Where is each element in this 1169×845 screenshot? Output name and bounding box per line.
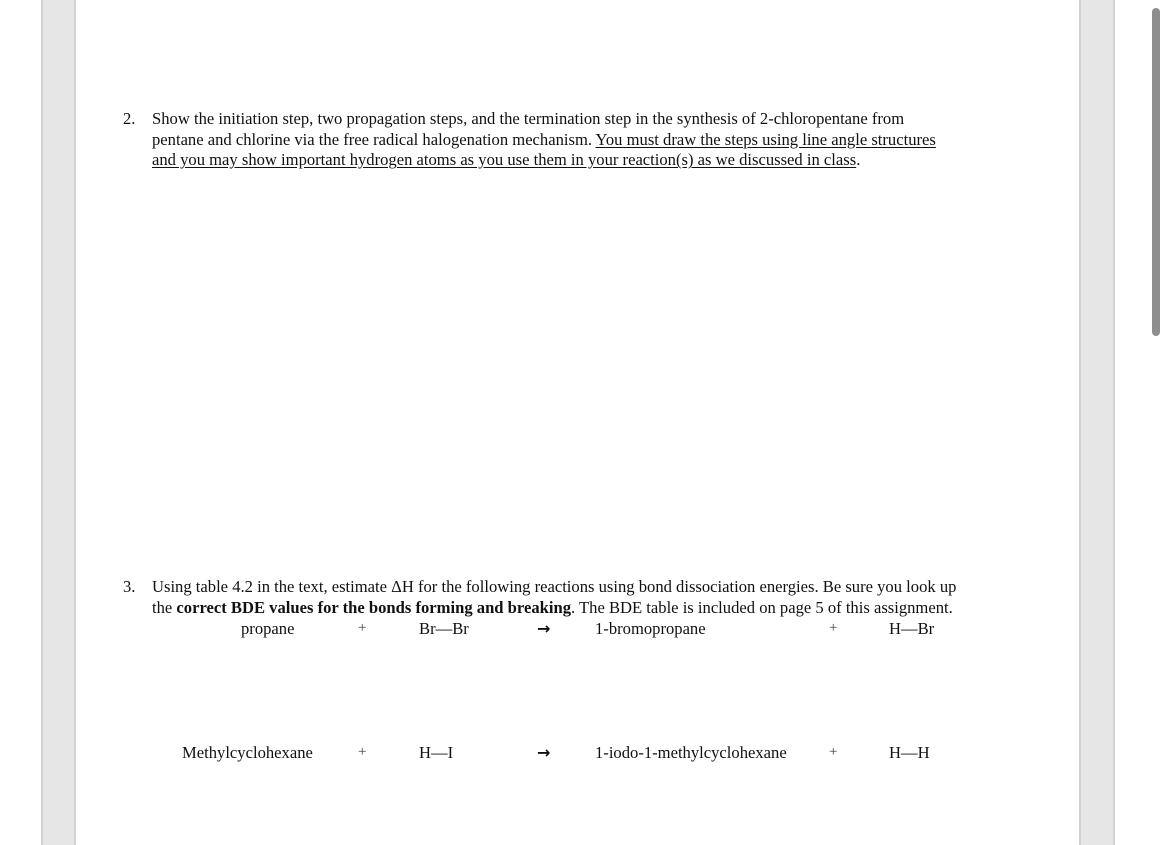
vertical-scrollbar-thumb[interactable] <box>1152 8 1160 336</box>
right-margin <box>1115 0 1169 845</box>
question-line <box>152 598 1043 619</box>
product-1: 1-bromopropane <box>595 619 706 638</box>
question-line <box>152 150 1023 171</box>
right-gutter <box>1079 0 1115 845</box>
product-2: H—H <box>889 743 930 762</box>
underlined-instruction: You must draw the steps using line angle structures <box>595 129 936 149</box>
plus-sign: + <box>358 620 367 636</box>
reactant-1: propane <box>241 619 295 638</box>
question-line: Show the initiation step, two propagation steps, and the termination step in the synthesis of 2-chloropentane from <box>152 109 905 128</box>
question-number: 3. <box>123 577 136 596</box>
reaction-2 <box>0 743 1169 765</box>
question-3 <box>123 577 1043 618</box>
reaction-arrow-icon: → <box>537 619 551 638</box>
question-line <box>152 130 1023 151</box>
underlined-instruction: and you may show important hydrogen atoms as you use them in your reaction(s) as we discussed in class <box>152 150 857 170</box>
question-line: Using table 4.2 in the text, estimate ΔH for the following reactions using bond dissociation energies. Be sure you look up <box>152 577 957 596</box>
reactant-2: H—I <box>419 743 454 762</box>
question-text <box>152 577 1043 618</box>
question-text <box>152 109 1023 171</box>
plus-sign: + <box>829 620 838 636</box>
reactant-1: Methylcyclohexane <box>182 743 313 762</box>
product-2: H—Br <box>889 619 935 638</box>
question-text-plain: the <box>152 597 177 617</box>
sentence-end: . <box>856 150 861 170</box>
plus-sign: + <box>358 744 367 760</box>
question-text-plain: . The BDE table is included on page 5 of this assignment. <box>571 597 953 617</box>
reaction-1 <box>0 619 1169 641</box>
question-number: 2. <box>123 109 136 128</box>
plus-sign: + <box>829 744 838 760</box>
left-gutter <box>41 0 76 845</box>
reactant-2: Br—Br <box>419 619 469 638</box>
left-margin <box>0 0 41 845</box>
question-text-plain: pentane and chlorine via the free radical halogenation mechanism. <box>152 129 596 149</box>
bold-instruction: correct BDE values for the bonds forming and breaking <box>176 597 572 617</box>
question-2 <box>123 109 1023 171</box>
reaction-arrow-icon: → <box>537 743 551 762</box>
product-1: 1-iodo-1-methylcyclohexane <box>595 743 787 762</box>
